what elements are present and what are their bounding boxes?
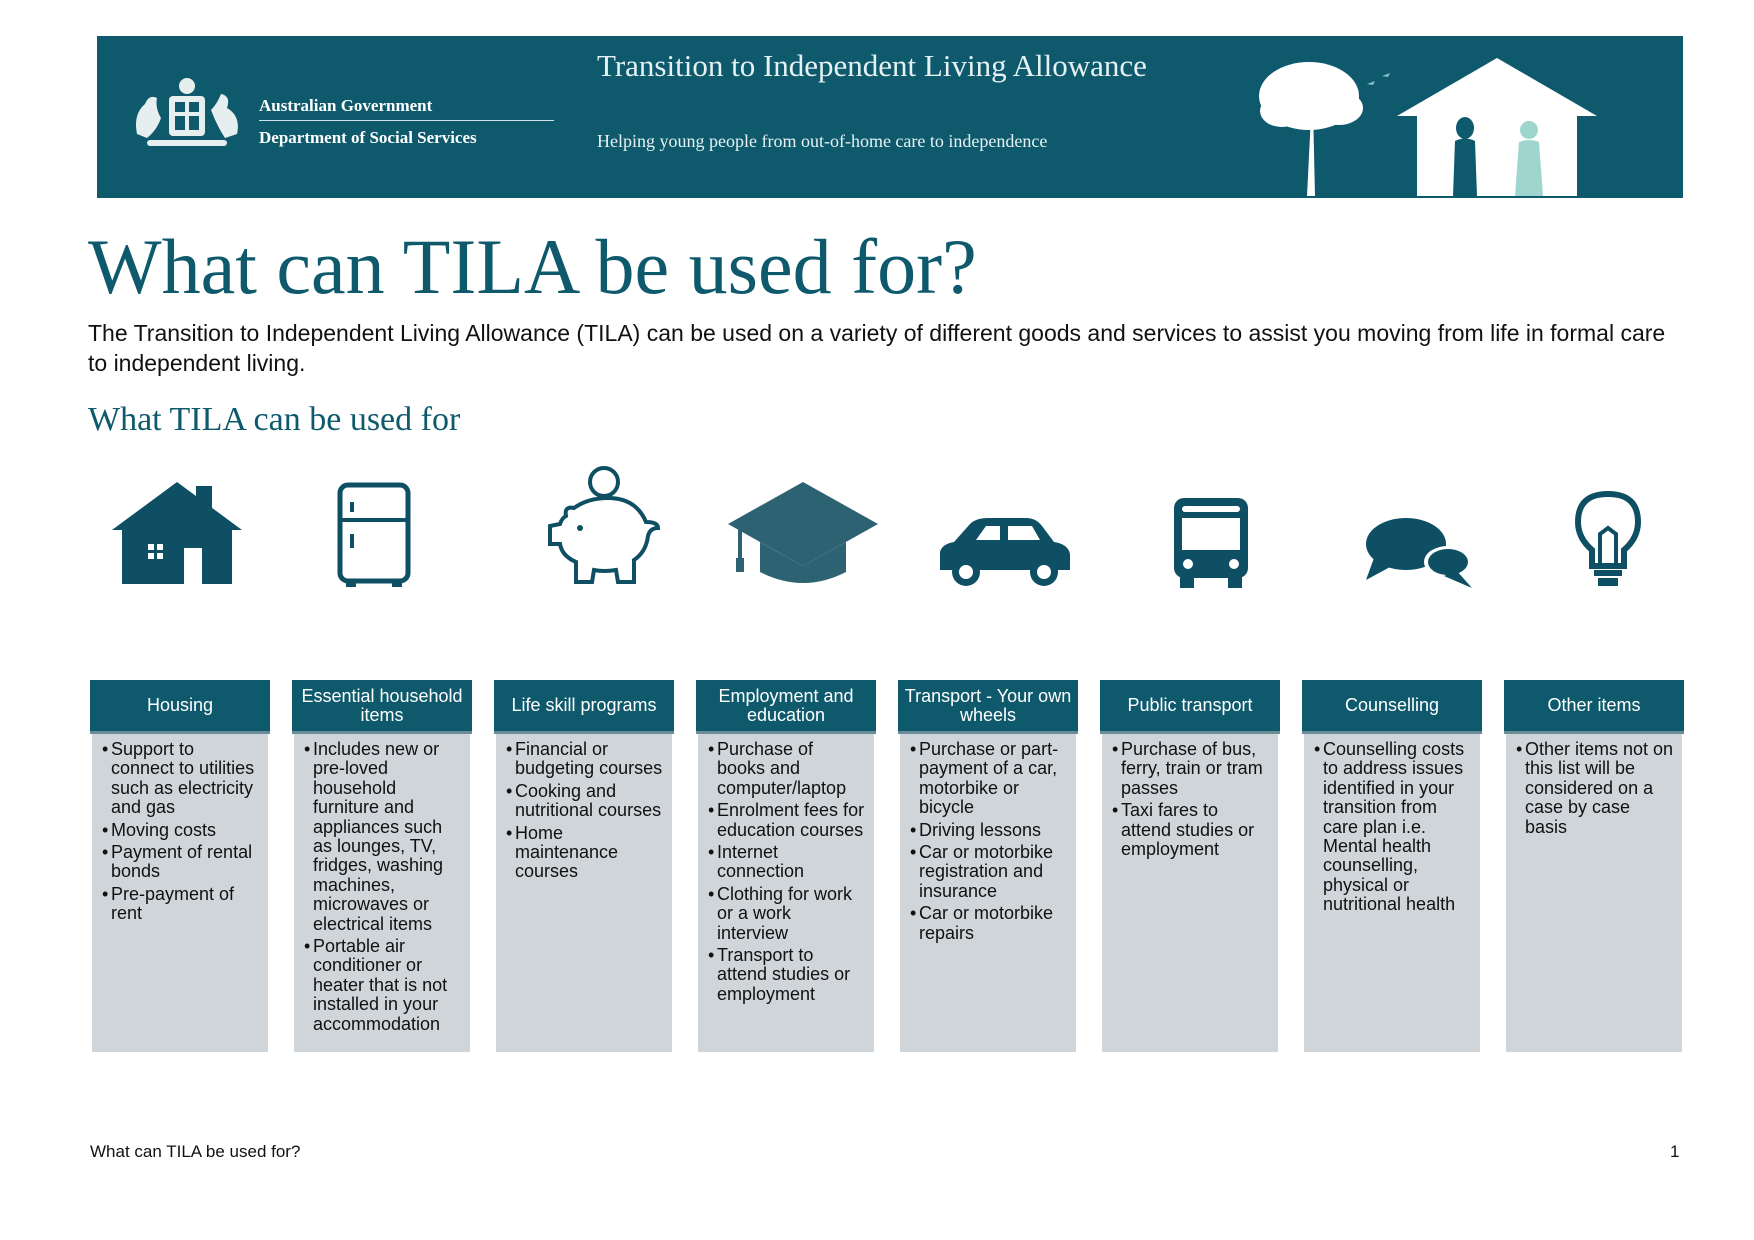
item-list [102, 740, 260, 924]
category-body [496, 734, 672, 1052]
category-title: Counselling [1302, 680, 1482, 734]
intro-paragraph: The Transition to Independent Living Allowance (TILA) can be used on a variety of different goods and services to assist you moving from life in formal care to independent living. [88, 320, 1666, 376]
category-body [1506, 734, 1682, 1052]
list-item: • Transport to attend studies or employment [708, 946, 866, 1004]
list-item: • Includes new or pre-loved household furniture and appliances such as lounges, TV, fridges, washing machines, microwaves or electrical items [304, 740, 462, 934]
category-body [698, 734, 874, 1052]
category-other-items [1504, 680, 1684, 1052]
list-item: • Enrolment fees for education courses [708, 801, 866, 840]
category-title: Other items [1504, 680, 1684, 734]
page-number: 1 [1670, 1142, 1680, 1161]
category-title: Life skill programs [494, 680, 674, 734]
item-list [910, 740, 1068, 943]
category-title: Housing [90, 680, 270, 734]
list-item: • Counselling costs to address issues identified in your transition from care plan i.e. Mental health counselling, physical or nutritional health [1314, 740, 1472, 915]
category-housing [90, 680, 270, 1052]
list-item: • Internet connection [708, 843, 866, 882]
item-list [1314, 740, 1472, 915]
category-life-skill-programs [494, 680, 674, 1052]
page-title: What can TILA be used for? [88, 223, 977, 310]
list-item: • Home maintenance courses [506, 824, 664, 882]
list-item: • Moving costs [102, 821, 260, 840]
category-title: Employment and education [696, 680, 876, 734]
category-body [1304, 734, 1480, 1052]
list-item: • Other items not on this list will be considered on a case by case basis [1516, 740, 1674, 837]
category-title: Essential household items [292, 680, 472, 734]
item-list [1516, 740, 1674, 837]
list-item: • Taxi fares to attend studies or employment [1112, 801, 1270, 859]
list-item: • Car or motorbike repairs [910, 904, 1068, 943]
list-item: • Clothing for work or a work interview [708, 885, 866, 943]
list-item: • Cooking and nutritional courses [506, 782, 664, 821]
category-counselling [1302, 680, 1482, 1052]
footer-title: What can TILA be used for? [90, 1142, 301, 1161]
list-item: • Purchase or part-payment of a car, motorbike or bicycle [910, 740, 1068, 818]
list-item: • Car or motorbike registration and insurance [910, 843, 1068, 901]
list-item: • Pre-payment of rent [102, 885, 260, 924]
bus-icon [1172, 496, 1250, 590]
category-body [1102, 734, 1278, 1052]
category-title: Public transport [1100, 680, 1280, 734]
government-name: Australian Government [259, 96, 433, 115]
item-list [1112, 740, 1270, 859]
category-public-transport [1100, 680, 1280, 1052]
coat-of-arms-icon [127, 74, 247, 154]
item-list [304, 740, 462, 1034]
item-list [506, 740, 664, 882]
category-body [294, 734, 470, 1052]
list-item: • Payment of rental bonds [102, 843, 260, 882]
item-list [708, 740, 866, 1004]
list-item: • Purchase of bus, ferry, train or tram passes [1112, 740, 1270, 798]
tree-house-illustration-icon [1247, 46, 1647, 196]
list-item: • Financial or budgeting courses [506, 740, 664, 779]
list-item: • Driving lessons [910, 821, 1068, 840]
header-banner [97, 36, 1683, 198]
program-tagline: Helping young people from out-of-home care to independence [597, 131, 1048, 151]
lightbulb-icon [1572, 490, 1644, 590]
list-item: • Portable air conditioner or heater that is not installed in your accommodation [304, 937, 462, 1034]
list-item: • Purchase of books and computer/laptop [708, 740, 866, 798]
piggy-bank-icon [544, 466, 666, 590]
speech-bubbles-icon [1364, 514, 1474, 590]
house-icon [110, 478, 244, 586]
section-heading: What TILA can be used for [88, 401, 461, 438]
category-employment-and-education [696, 680, 876, 1052]
category-essential-household-items [292, 680, 472, 1052]
category-transport-own-wheels [898, 680, 1078, 1052]
program-title: Transition to Independent Living Allowance [597, 48, 1147, 83]
fridge-icon [336, 482, 412, 588]
divider [259, 120, 554, 121]
category-title: Transport - Your own wheels [898, 680, 1078, 734]
category-body [92, 734, 268, 1052]
department-name: Department of Social Services [259, 128, 477, 147]
list-item: • Support to connect to utilities such as electricity and gas [102, 740, 260, 818]
car-icon [936, 518, 1072, 588]
category-body [900, 734, 1076, 1052]
graduation-cap-icon [726, 480, 880, 588]
